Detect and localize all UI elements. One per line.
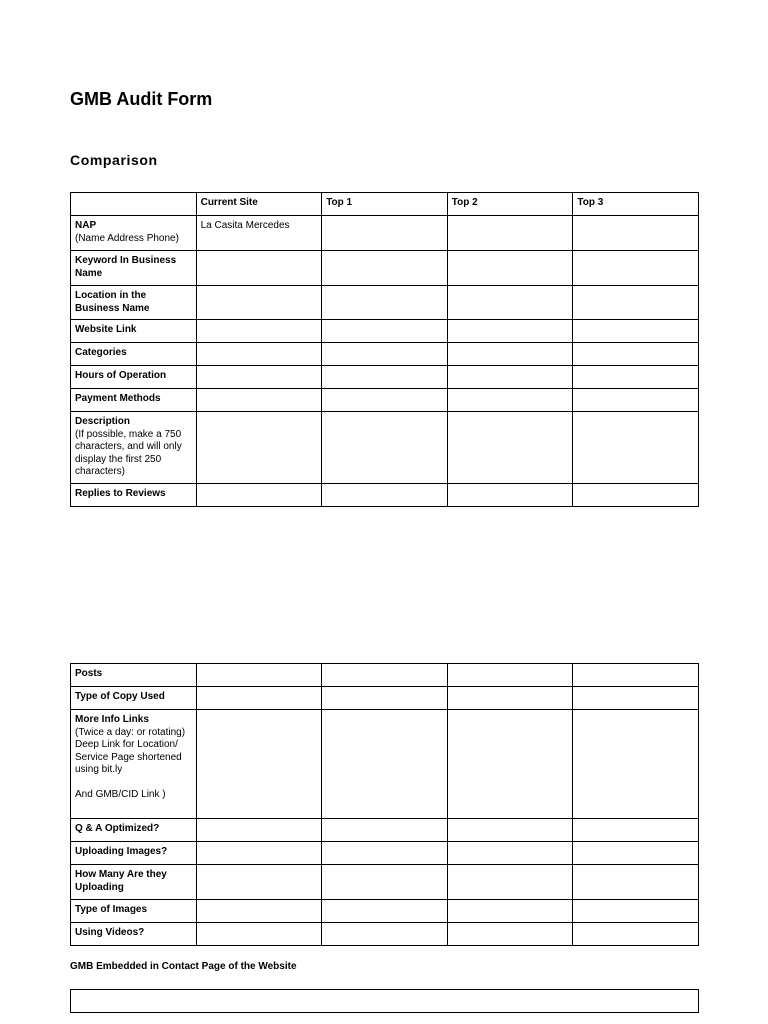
entry-cell[interactable] [322, 819, 448, 842]
entry-cell[interactable] [573, 710, 699, 819]
table-row [71, 286, 699, 320]
entry-cell[interactable] [447, 389, 573, 412]
entry-cell[interactable] [196, 251, 322, 286]
entry-cell[interactable] [447, 484, 573, 507]
table-row [71, 484, 699, 507]
table-row [71, 923, 699, 946]
entry-cell[interactable] [573, 366, 699, 389]
entry-cell[interactable] [573, 865, 699, 900]
header-top-2: Top 2 [447, 193, 573, 216]
entry-cell[interactable] [322, 710, 448, 819]
header-cell-blank [71, 193, 197, 216]
entry-cell[interactable] [196, 687, 322, 710]
entry-cell[interactable] [322, 343, 448, 366]
entry-cell[interactable] [573, 819, 699, 842]
row-label-cell [71, 923, 197, 946]
entry-cell[interactable] [322, 216, 448, 251]
table-row [71, 389, 699, 412]
entry-cell[interactable] [196, 366, 322, 389]
entry-cell[interactable] [447, 412, 573, 484]
row-label: How Many Are they Uploading [75, 869, 167, 893]
entry-cell[interactable] [447, 865, 573, 900]
row-label-cell [71, 251, 197, 286]
entry-cell[interactable] [573, 412, 699, 484]
row-label-cell [71, 320, 197, 343]
table-row [71, 842, 699, 865]
entry-cell[interactable] [196, 286, 322, 320]
row-label-cell [71, 389, 197, 412]
entry-cell[interactable] [573, 664, 699, 687]
entry-cell[interactable] [573, 900, 699, 923]
row-label: Payment Methods [75, 393, 161, 404]
entry-cell[interactable] [573, 842, 699, 865]
entry-cell[interactable] [322, 251, 448, 286]
row-label-cell [71, 842, 197, 865]
entry-cell[interactable] [322, 286, 448, 320]
row-label: Posts [75, 668, 103, 679]
entry-cell[interactable] [573, 286, 699, 320]
row-label-cell [71, 216, 197, 251]
entry-cell[interactable] [196, 923, 322, 946]
table-row [71, 343, 699, 366]
row-label-note: (Twice a day: or rotating) Deep Link for Location/ Service Page shortened using bit.ly And GMB/CID Link ) [75, 726, 186, 800]
row-label-note: (Name Address Phone) [75, 232, 179, 244]
entry-cell[interactable] [322, 842, 448, 865]
table-row [71, 320, 699, 343]
row-label: Hours of Operation [75, 370, 167, 381]
entry-cell[interactable] [322, 484, 448, 507]
table-row [71, 664, 699, 687]
entry-cell[interactable] [447, 819, 573, 842]
entry-cell[interactable] [447, 216, 573, 251]
entry-cell[interactable] [573, 923, 699, 946]
entry-cell[interactable] [322, 923, 448, 946]
header-current-site: Current Site [196, 193, 322, 216]
entry-cell[interactable] [322, 320, 448, 343]
entry-cell[interactable] [322, 412, 448, 484]
entry-cell[interactable] [196, 343, 322, 366]
row-label-cell [71, 710, 197, 819]
section-heading: Comparison [70, 152, 158, 168]
entry-cell[interactable] [322, 687, 448, 710]
row-label-cell [71, 366, 197, 389]
entry-cell[interactable] [196, 484, 322, 507]
entry-cell[interactable] [196, 900, 322, 923]
row-label: Type of Copy Used [75, 691, 165, 702]
row-label-cell [71, 865, 197, 900]
table-header-row [71, 193, 699, 216]
entry-cell[interactable] [573, 251, 699, 286]
entry-cell[interactable] [447, 251, 573, 286]
table-row [71, 366, 699, 389]
table-row [71, 412, 699, 484]
entry-cell[interactable] [322, 366, 448, 389]
entry-cell[interactable] [196, 320, 322, 343]
row-label-cell [71, 484, 197, 507]
row-label-cell [71, 687, 197, 710]
entry-cell[interactable] [573, 320, 699, 343]
entry-cell[interactable] [573, 687, 699, 710]
entry-cell[interactable] [447, 687, 573, 710]
entry-cell[interactable] [322, 664, 448, 687]
entry-cell[interactable] [196, 819, 322, 842]
entry-cell[interactable] [196, 865, 322, 900]
entry-cell[interactable] [573, 389, 699, 412]
row-label-cell [71, 412, 197, 484]
row-label: Replies to Reviews [75, 488, 166, 499]
entry-cell[interactable] [322, 865, 448, 900]
table-row [71, 819, 699, 842]
table-row [71, 710, 699, 819]
header-top-1: Top 1 [322, 193, 448, 216]
entry-cell[interactable] [447, 842, 573, 865]
embed-note: GMB Embedded in Contact Page of the Website [70, 961, 297, 972]
embed-input-box[interactable] [70, 989, 699, 1013]
entry-cell[interactable] [447, 320, 573, 343]
entry-cell[interactable]: La Casita Mercedes [196, 216, 322, 251]
entry-cell[interactable] [322, 389, 448, 412]
row-label: Keyword In Business Name [75, 255, 177, 279]
entry-cell[interactable] [573, 484, 699, 507]
entry-cell[interactable] [573, 216, 699, 251]
row-label-cell [71, 664, 197, 687]
table-row [71, 900, 699, 923]
table-row [71, 216, 699, 251]
table-row [71, 251, 699, 286]
entry-cell[interactable] [322, 900, 448, 923]
row-label: Categories [75, 347, 127, 358]
entry-cell[interactable] [196, 664, 322, 687]
comparison-table [70, 192, 699, 507]
entry-cell[interactable] [447, 286, 573, 320]
entry-cell[interactable] [573, 343, 699, 366]
row-label: NAP [75, 220, 97, 231]
row-label: Q & A Optimized? [75, 823, 160, 834]
row-label: Description [75, 416, 131, 427]
engagement-table-body [71, 664, 699, 946]
entry-cell[interactable] [196, 842, 322, 865]
row-label: Website Link [75, 324, 137, 335]
table-row [71, 865, 699, 900]
header-top-3: Top 3 [573, 193, 699, 216]
entry-cell[interactable] [196, 389, 322, 412]
row-label-cell [71, 819, 197, 842]
comparison-table-body [71, 216, 699, 507]
entry-cell[interactable] [447, 900, 573, 923]
entry-cell[interactable] [447, 366, 573, 389]
row-label: Type of Images [75, 904, 148, 915]
row-label: Using Videos? [75, 927, 145, 938]
row-label-cell [71, 286, 197, 320]
row-label-cell [71, 343, 197, 366]
entry-cell[interactable] [447, 343, 573, 366]
row-label: More Info Links [75, 714, 149, 725]
entry-cell[interactable] [447, 710, 573, 819]
entry-cell[interactable] [196, 412, 322, 484]
entry-cell[interactable] [196, 710, 322, 819]
entry-cell[interactable] [447, 664, 573, 687]
table-row [71, 687, 699, 710]
row-label: Location in the Business Name [75, 290, 150, 314]
entry-cell[interactable] [447, 923, 573, 946]
row-label-cell [71, 900, 197, 923]
row-label-note: (If possible, make a 750 characters, and will only display the first 250 characters) [75, 428, 182, 477]
engagement-table [70, 663, 699, 946]
form-title: GMB Audit Form [70, 89, 213, 109]
row-label: Uploading Images? [75, 846, 168, 857]
